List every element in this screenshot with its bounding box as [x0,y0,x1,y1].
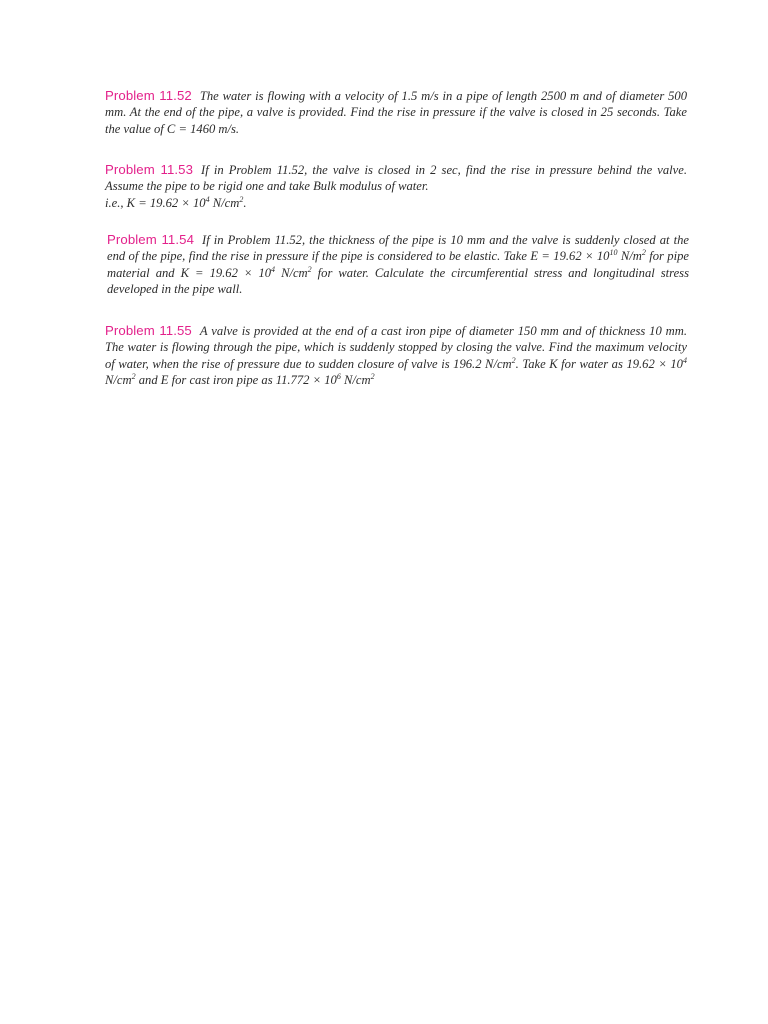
problem-text: A valve is provided at the end of a cast iron pipe of diameter 150 mm and of thickness 10 mm. The water is flowing through the pipe, which is suddenly stopped by closing the valve. Find the maximum velocity of water, when the rise of pressure due to sudden closure of valve is 196.2 N/cm [105,324,687,371]
superscript: 2 [641,248,646,258]
problem-text: If in Problem 11.52, the thickness of the pipe is 10 mm and the valve is suddenly closed at the end of the pipe, find the rise in pressure if the pipe is considered to be elastic. Take E = 19.62 × 10 [107,233,689,264]
problem-label: Problem 11.52 [105,88,192,103]
problem-11-53 [105,162,687,211]
formula-text: i.e., K = 19.62 × 10 [105,195,206,210]
unit-text: N/m [617,249,642,264]
problem-11-55 [105,323,687,397]
punctuation: . [243,195,247,210]
problem-text: and E for cast iron pipe as 11.772 × 10 [135,372,337,387]
problem-text: If in Problem 11.52, the valve is closed in 2 sec, find the rise in pressure behind the valve. Assume the pipe to be rigid one and take Bulk modulus of water. [105,163,687,194]
problem-label: Problem 11.53 [105,162,194,177]
unit-text: N/cm [275,265,308,280]
superscript: 2 [307,264,312,274]
unit-text: N/cm [340,372,371,387]
superscript: 4 [271,264,276,274]
problem-text: for pipe material and K = 19.62 × 10 [107,249,689,280]
problem-text: . Take K for water as 19.62 × 10 [515,356,683,371]
superscript: 6 [336,371,341,381]
problem-label: Problem 11.55 [105,323,192,338]
superscript: 2 [239,194,244,204]
problem-text: for water. Calculate the circumferential stress and longitudinal stress developed in the pipe wall. [107,265,689,296]
unit-text: N/cm [105,372,132,387]
problem-11-54 [107,232,689,297]
superscript: 2 [511,355,516,365]
problem-11-52 [105,88,687,137]
problem-label: Problem 11.54 [107,232,194,247]
superscript: 4 [682,355,687,365]
superscript: 2 [370,371,375,381]
superscript: 2 [131,371,136,381]
superscript: 4 [205,194,210,204]
problem-text-line2 [105,196,247,210]
superscript: 10 [609,248,618,258]
unit-text: N/cm [209,195,240,210]
problem-text: The water is flowing with a velocity of 1.5 m/s in a pipe of length 2500 m and of diameter 500 mm. At the end of the pipe, a valve is provided. Find the rise in pressure if the valve is closed in 25 seconds. Take the value of C = 1460 m/s. [105,89,687,136]
